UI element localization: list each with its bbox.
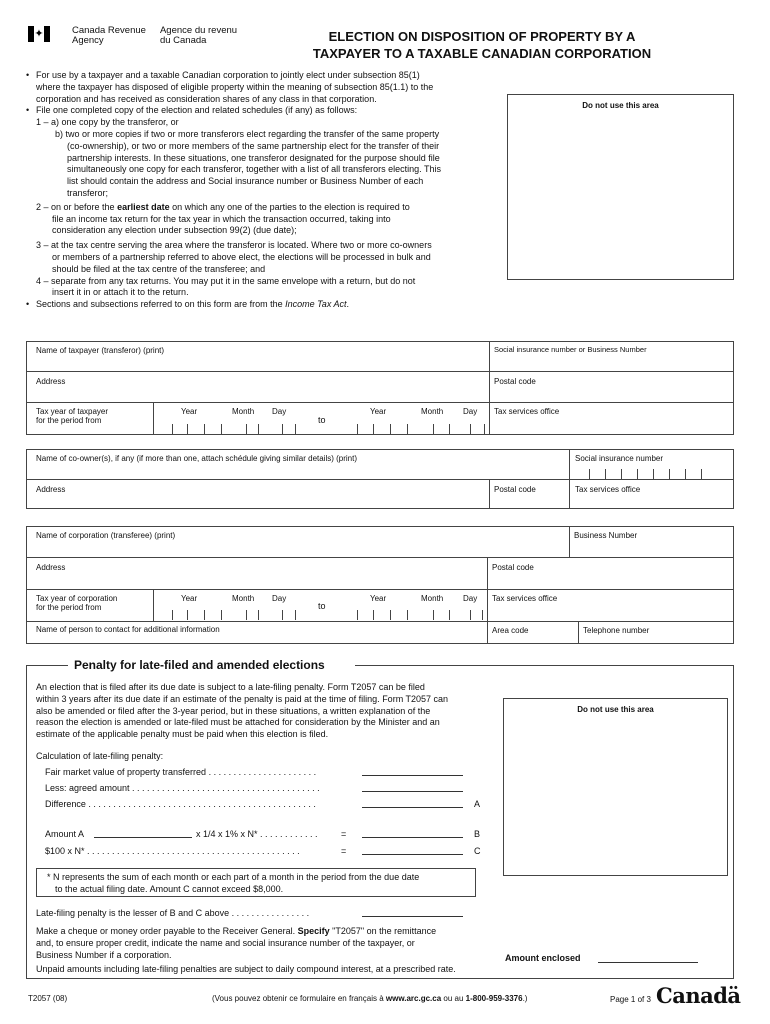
lesser-label: Late-filing penalty is the lesser of B and C above . . . . . . . . . . . . . . . . <box>36 908 310 918</box>
multiplier-label: x 1/4 x 1% x N* . . . . . . . . . . . . <box>196 829 318 839</box>
corporation-bn-label: Business Number <box>574 531 638 540</box>
coowner-sin-label: Social insurance number <box>575 454 664 463</box>
corp-to-month-label: Month <box>421 594 444 603</box>
coowner-tso-field[interactable] <box>573 495 731 508</box>
equals-sign: = <box>341 829 347 839</box>
telephone-field[interactable] <box>582 636 731 643</box>
instruction-line: list should contain the address and Social insurance number or Business Number of each <box>67 176 424 187</box>
penalty-title: Penalty for late-filed and amended elections <box>74 658 325 672</box>
instruction-line: File one completed copy of the election and related schedules (if any) as follows: <box>36 105 358 116</box>
n-note-line: * N represents the sum of each month or each part of a month in the period from the due date <box>47 872 420 882</box>
amount-b-field[interactable] <box>362 837 463 838</box>
corporation-postal-label: Postal code <box>492 563 534 572</box>
taxpayer-sin-label: Social insurance number or Business Number <box>494 345 647 354</box>
equals-sign: = <box>341 846 347 856</box>
hundred-label: $100 x N* . . . . . . . . . . . . . . . . . . . . . . . . . . . . . . . . . . . . . . . . . . . <box>45 846 300 856</box>
taxpayer-taxyear-label: Tax year of taxpayer for the period from <box>36 407 109 425</box>
corporation-postal-field[interactable] <box>491 574 731 588</box>
amount-enclosed-label: Amount enclosed <box>505 953 581 963</box>
taxpayer-from-date-field[interactable] <box>158 418 300 434</box>
agency-name-fr-1: Agence du revenu <box>159 25 238 36</box>
difference-field[interactable] <box>362 807 463 808</box>
corp-from-day-label: Day <box>272 594 287 603</box>
cheque-instructions: Make a cheque or money order payable to the Receiver General. Specify "T2057" on the remittance and, to ensure proper credit, indicate the name and social insurance number of the taxpayer, or Business Number if a corporation. <box>36 926 437 960</box>
instructions <box>26 70 496 311</box>
bullet-icon: • <box>26 70 30 80</box>
corp-to-date-field[interactable] <box>345 604 485 620</box>
taxpayer-sin-field[interactable] <box>493 356 731 370</box>
form-title-line-2: TAXPAYER TO A TAXABLE CANADIAN CORPORATION <box>312 46 652 61</box>
taxpayer-name-field[interactable] <box>30 356 485 370</box>
fmv-field[interactable] <box>362 775 463 776</box>
instruction-line: consideration any election under subsection 99(2) (due date); <box>52 225 297 236</box>
coowner-address-field[interactable] <box>30 495 485 508</box>
taxpayer-to-date-field[interactable] <box>345 418 487 434</box>
instruction-line: corporation and has received as consideration shares of any class in that corporation. <box>36 93 377 104</box>
to-day-label: Day <box>463 407 478 416</box>
instruction-line: partnership interests. In these situations, one transferor designated for the purpose should file <box>67 152 440 163</box>
instruction-line: simultaneously one copy for each transferor, together with a list of all transferors electing. This <box>67 164 442 175</box>
corporation-address-label: Address <box>36 563 66 572</box>
coowner-name-label: Name of co-owner(s), if any (if more than one, attach schédule giving similar details) (print) <box>36 454 358 463</box>
n-note-line: to the actual filing date. Amount C cannot exceed $8,000. <box>55 883 284 894</box>
do-not-use-label: Do not use this area <box>577 705 654 714</box>
page-number: Page 1 of 3 <box>610 995 651 1004</box>
coowner-address-label: Address <box>36 485 66 494</box>
corp-to-label: to <box>318 601 326 611</box>
agreed-amount-field[interactable] <box>362 791 463 792</box>
form-number: T2057 (08) <box>28 994 68 1003</box>
corp-from-month-label: Month <box>232 594 255 603</box>
to-year-label: Year <box>370 407 387 416</box>
coowner-sin-field[interactable] <box>573 464 731 478</box>
coowner-postal-field[interactable] <box>493 495 567 508</box>
instruction-line: 4 – separate from any tax returns. You may put it in the same envelope with a return, but do not <box>36 275 416 286</box>
to-label: to <box>318 415 326 425</box>
corp-to-day-label: Day <box>463 594 478 603</box>
agency-name-fr-2: du Canada <box>159 35 207 46</box>
to-month-label: Month <box>421 407 444 416</box>
amount-enclosed-field[interactable] <box>598 962 698 963</box>
coowner-name-field[interactable] <box>30 464 565 478</box>
do-not-use-area-top <box>507 94 734 280</box>
corp-to-year-label: Year <box>370 594 387 603</box>
amount-a-field[interactable] <box>94 837 192 838</box>
taxpayer-address-field[interactable] <box>30 387 485 401</box>
fmv-label: Fair market value of property transferred . . . . . . . . . . . . . . . . . . . . . . <box>45 767 317 777</box>
area-code-field[interactable] <box>491 636 575 643</box>
instruction-line: should be filed at the tax centre of the transferee; and <box>52 263 266 274</box>
bullet-icon: • <box>26 105 30 116</box>
corp-from-year-label: Year <box>181 594 198 603</box>
canada-wordmark: Canadä <box>656 983 741 1008</box>
telephone-label: Telephone number <box>583 626 650 635</box>
penalty-amount-field[interactable] <box>362 916 463 917</box>
difference-label: Difference . . . . . . . . . . . . . . . . . . . . . . . . . . . . . . . . . . . . . . . . . . . . . . <box>45 799 316 809</box>
instruction-line: where the taxpayer has disposed of eligible property within the meaning of subsection 85(1.1) to the <box>36 81 434 92</box>
instruction-line: b) two or more copies if two or more transferors elect regarding the transfer of the same property <box>55 128 440 139</box>
instruction-line: or members of a partnership referred to above elect, the elections will be processed in bulk and <box>52 251 431 262</box>
corporation-bn-field[interactable] <box>573 542 731 556</box>
instruction-line: 2 – on or before the earliest date on which any one of the parties to the election is required to <box>36 201 410 212</box>
penalty-paragraph: An election that is filed after its due date is subject to a late-filing penalty. Form T2057 can be filed within 3 years after its due date if an estimate of the penalty is paid at the time of filing. Form T2057 can also be amended or filed after the 3-year period, but in these situations, a written explanation of the reason the election is amended or late-filed must be attached for consideration by the Minister and an estimate of the applicable penalty must be paid when this election is filed. <box>36 682 449 740</box>
from-day-label: Day <box>272 407 287 416</box>
canada-flag-icon: ✦ <box>28 26 50 42</box>
corp-from-date-field[interactable] <box>158 604 300 620</box>
from-month-label: Month <box>232 407 255 416</box>
area-code-label: Area code <box>492 626 529 635</box>
taxpayer-postal-label: Postal code <box>494 377 536 386</box>
calc-title: Calculation of late-filing penalty: <box>36 751 164 761</box>
unpaid-interest-note: Unpaid amounts including late-filing penalties are subject to daily compound interest, at a prescribed rate. <box>36 964 456 974</box>
do-not-use-area-bottom <box>503 698 728 876</box>
corporation-taxyear-label: Tax year of corporation for the period from <box>36 594 118 612</box>
agreed-amount-label: Less: agreed amount . . . . . . . . . . . . . . . . . . . . . . . . . . . . . . . . . . . . . . <box>45 783 320 793</box>
n-note-box <box>36 868 476 897</box>
corporation-tso-label: Tax services office <box>492 594 558 603</box>
taxpayer-name-label: Name of taxpayer (transferor) (print) <box>36 346 165 355</box>
instruction-line: transferor; <box>67 187 109 198</box>
letter-c: C <box>474 846 481 856</box>
contact-person-field[interactable] <box>30 634 483 643</box>
taxpayer-postal-field[interactable] <box>493 387 731 401</box>
instruction-line: Sections and subsections referred to on this form are from the Income Tax Act. <box>36 299 350 310</box>
instruction-line: 3 – at the tax centre serving the area where the transferor is located. Where two or more co-owners <box>36 240 432 251</box>
corporation-address-field[interactable] <box>30 574 483 588</box>
taxpayer-address-label: Address <box>36 377 66 386</box>
from-year-label: Year <box>181 407 198 416</box>
letter-b: B <box>474 829 481 839</box>
letter-a: A <box>474 799 481 809</box>
corporation-name-label: Name of corporation (transferee) (print) <box>36 531 176 540</box>
amount-c-field[interactable] <box>362 854 463 855</box>
french-availability-note: (Vous pouvez obtenir ce formulaire en français à www.arc.gc.ca ou au 1-800-959-3376.) <box>212 994 528 1003</box>
corporation-tso-field[interactable] <box>491 604 731 620</box>
bullet-icon: • <box>26 299 30 310</box>
form-title-line-1: ELECTION ON DISPOSITION OF PROPERTY BY A <box>328 29 636 44</box>
instruction-line: file an income tax return for the tax year in which the transaction occurred, taking into <box>52 213 391 224</box>
agency-name-en-2: Agency <box>72 35 104 46</box>
form-title <box>262 28 702 62</box>
instruction-line: (co-ownership), or two or more members of the same partnership elect for the transfer of their <box>67 140 440 151</box>
do-not-use-label: Do not use this area <box>582 101 659 110</box>
agency-signature <box>28 26 237 46</box>
taxpayer-tso-field[interactable] <box>493 418 731 434</box>
corporation-name-field[interactable] <box>30 542 565 556</box>
instruction-line: 1 – a) one copy by the transferor, or <box>36 117 179 128</box>
coowner-tso-label: Tax services office <box>575 485 641 494</box>
agency-name-en-1: Canada Revenue <box>72 25 146 36</box>
taxpayer-tso-label: Tax services office <box>494 407 560 416</box>
instruction-line: insert it in or attach it to the return. <box>52 287 189 298</box>
coowner-postal-label: Postal code <box>494 485 536 494</box>
contact-person-label: Name of person to contact for additional information <box>36 625 220 634</box>
instruction-line: For use by a taxpayer and a taxable Canadian corporation to jointly elect under subsection 85(1) <box>36 70 420 80</box>
amount-a-label: Amount A <box>45 829 85 839</box>
